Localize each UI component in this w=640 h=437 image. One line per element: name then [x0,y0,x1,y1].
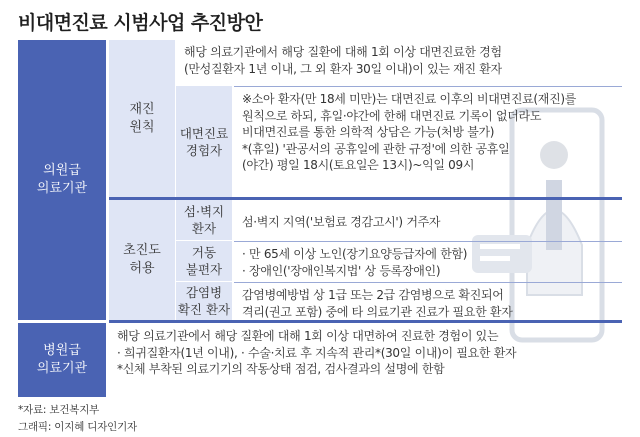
sub-label-line: 섬·벽지 [183,204,225,219]
sub-label-line: 거동 [191,245,217,260]
remote-area-text [234,200,622,240]
sub-label-line: 대면진료 [179,125,229,141]
hospital-category-line: 의료기관 [36,361,88,376]
infectious-patient-label [176,282,232,320]
sub-label-line: 확진 환자 [177,302,231,317]
returning-label-line: 재진 [129,101,155,117]
hospital-line: · 희귀질환자(1년 이내), · 수술·치료 후 지속적 관리*(30일 이내)이 필요한 환자 [117,345,517,360]
row-line: · 장애인('장애인복지법' 상 등록장애인) [242,263,441,278]
in-person-experience-label [176,86,232,197]
row-line: 격리(권고 포함) 중에 타 의료기관 진료가 필요한 환자 [242,304,513,319]
detail-line: (야간) 평일 18시(토요일은 13시)~익일 09시 [242,158,475,172]
page-title: 비대면진료 시범사업 추진방안 [18,12,263,34]
intro-line: 해당 의료기관에서 해당 질환에 대해 1회 이상 대면진료한 경험 [184,45,502,59]
clinic-category-line: 의료기관 [36,181,88,196]
hospital-line: 해당 의료기관에서 해당 질환에 대해 1회 이상 대면하여 진료한 경험이 있는 [117,329,499,343]
returning-intro-text [176,40,622,86]
hospital-text [109,323,622,397]
graphic-credit: 그래픽: 이지혜 디자인기자 [18,421,137,433]
intro-line: (만성질환자 1년 이내, 그 외 환자 30일 이내)이 있는 재진 환자 [184,61,502,76]
detail-line: *(휴일) '관공서의 공휴일에 관한 규정'에 의한 공휴일 [242,141,510,156]
policy-table [18,40,622,398]
sub-label-line: 감염병 [185,285,223,300]
returning-label-line: 원칙 [129,119,155,135]
hospital-category-line: 병원급 [43,343,81,358]
detail-line: 원칙으로 하되, 휴일·야간에 한해 대면진료 기록이 없더라도 [242,108,542,123]
sub-label-line: 경험자 [185,142,223,158]
first-visit-label [109,200,175,320]
remote-area-label [176,200,232,240]
infectious-patient-text [234,282,622,320]
first-visit-label-line: 허용 [129,261,155,276]
detail-line: ※소아 환자(만 18세 미만)는 대면진료 이후의 비대면진료(재진)를 [242,92,577,106]
first-visit-label-line: 초진도 [123,243,161,258]
returning-detail-text [234,86,622,197]
clinic-category-line: 의원급 [43,163,81,178]
sub-label-line: 환자 [191,221,217,236]
source-note: *자료: 보건복지부 [18,404,100,416]
row-line: 감염병예방법 상 1급 또는 2급 감염병으로 확진되어 [242,288,504,302]
sub-label-line: 불편자 [185,262,223,277]
returning-patient-label [109,40,175,197]
detail-line: 비대면진료를 통한 의학적 상담은 가능(처방 불가) [242,125,495,139]
hospital-line: *신체 부착된 의료기기의 작동상태 점검, 검사결과의 설명에 한함 [117,362,445,376]
hospital-category [18,323,106,397]
mobility-impaired-label [176,241,232,281]
mobility-impaired-text [234,241,622,281]
clinic-category [18,40,106,320]
row-line: 섬·벽지 지역('보험료 경감고시') 거주자 [242,214,441,229]
row-line: · 만 65세 이상 노인(장기요양등급자에 한함) [242,247,468,261]
